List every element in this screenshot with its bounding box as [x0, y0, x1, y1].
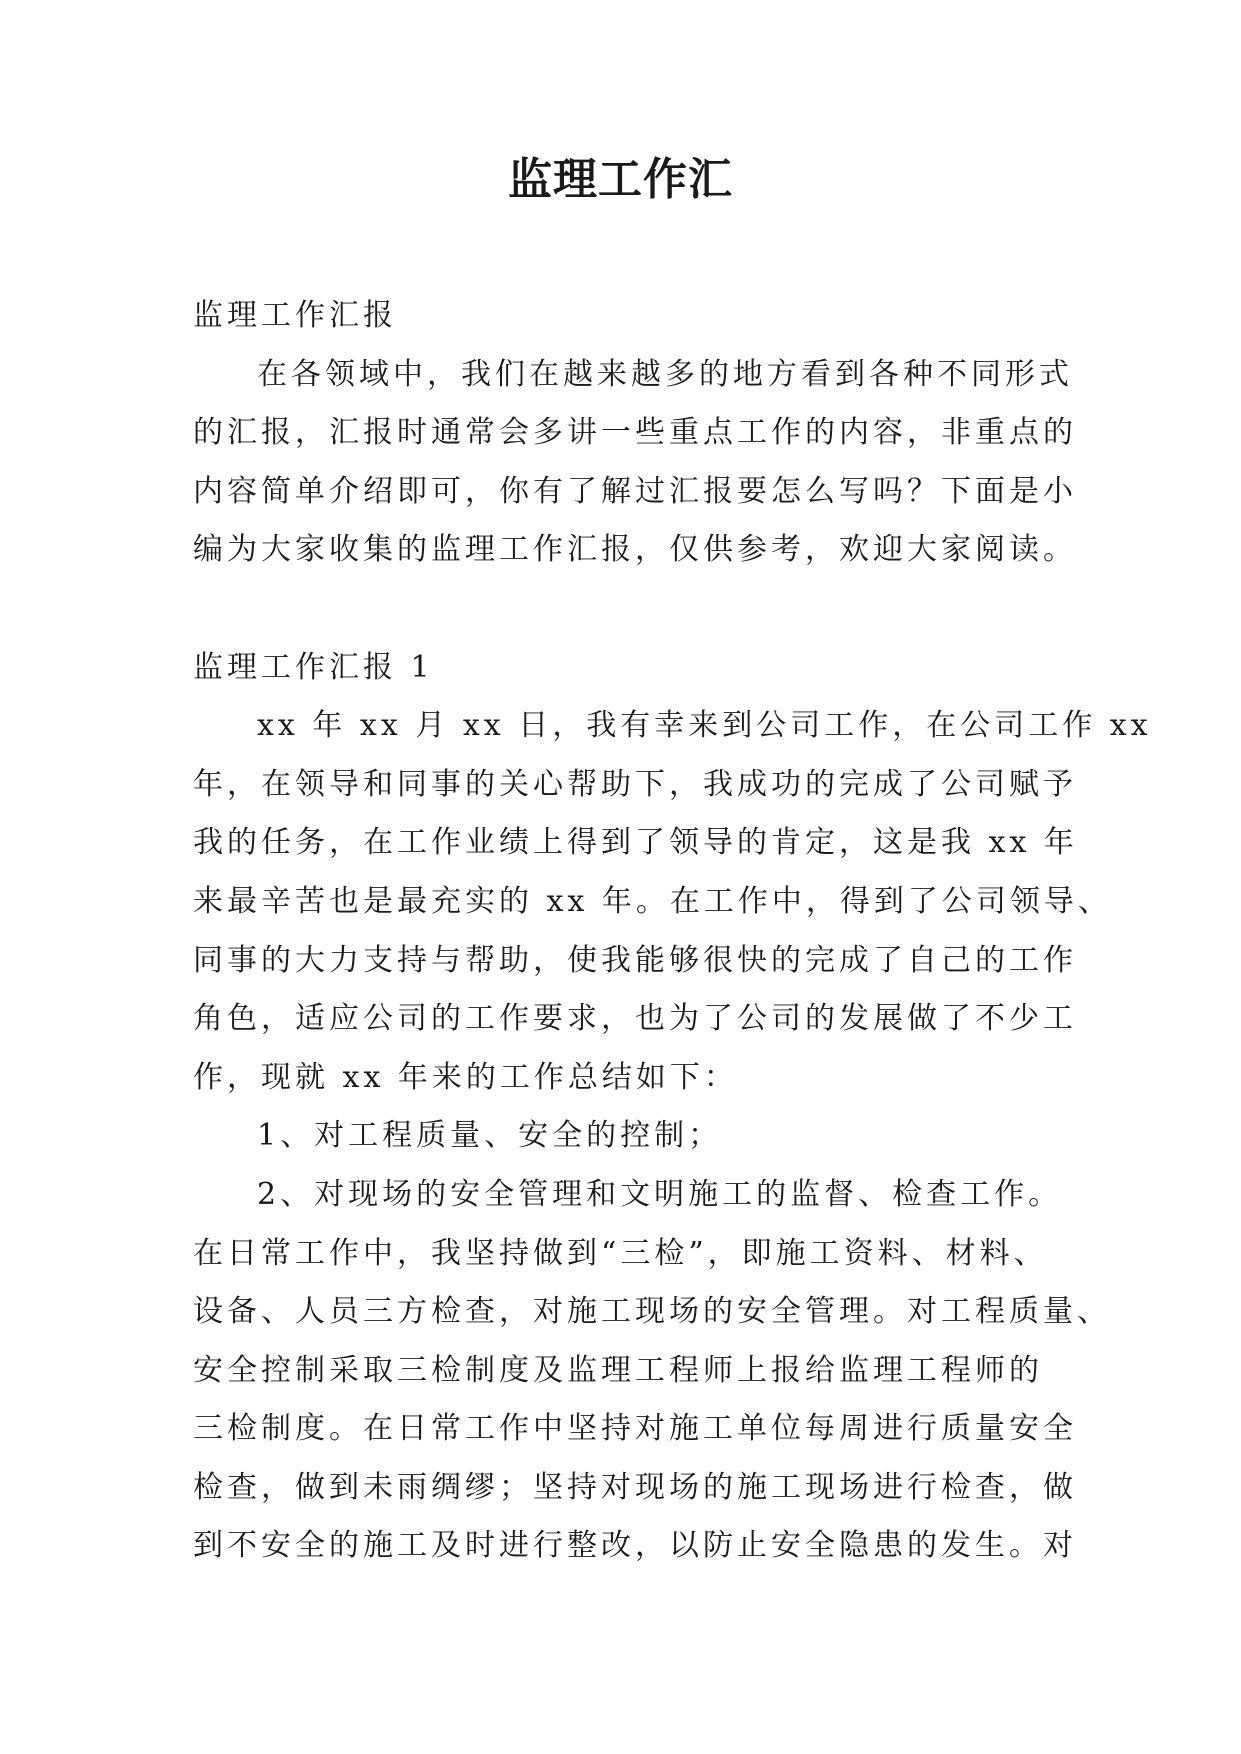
paragraph-line: xx 年 xx 月 xx 日，我有幸来到公司工作，在公司工作 xx — [257, 708, 1152, 744]
document-body — [193, 287, 1152, 1576]
paragraph-line: 三检制度。在日常工作中坚持对施工单位每周进行质量安全 — [193, 1411, 1077, 1447]
paragraph-line: 角色，适应公司的工作要求，也为了公司的发展做了不少工 — [193, 1001, 1077, 1037]
document-title: 监理工作汇 — [508, 154, 733, 205]
list-item: 1、对工程质量、安全的控制； — [257, 1118, 723, 1154]
paragraph-line: 年，在领导和同事的关心帮助下，我成功的完成了公司赋予 — [193, 766, 1077, 802]
paragraph-line: 到不安全的施工及时进行整改，以防止安全隐患的发生。对 — [193, 1528, 1077, 1564]
paragraph-line: 作，现就 xx 年来的工作总结如下： — [193, 1059, 738, 1095]
paragraph-line: 内容简单介绍即可，你有了解过汇报要怎么写吗？下面是小 — [193, 473, 1077, 509]
paragraph-line: 的汇报，汇报时通常会多讲一些重点工作的内容，非重点的 — [193, 415, 1077, 451]
list-item: 2、对现场的安全管理和文明施工的监督、检查工作。 — [257, 1176, 1063, 1212]
paragraph-line: 编为大家收集的监理工作汇报，仅供参考，欢迎大家阅读。 — [193, 532, 1077, 568]
paragraph-line: 来最辛苦也是最充实的 xx 年。在工作中，得到了公司领导、 — [193, 883, 1112, 919]
paragraph-line: 在日常工作中，我坚持做到“三检”，即施工资料、材料、 — [193, 1235, 1048, 1271]
paragraph-line: 安全控制采取三检制度及监理工程师上报给监理工程师的 — [193, 1352, 1043, 1388]
paragraph-line: 设备、人员三方检查，对施工现场的安全管理。对工程质量、 — [193, 1294, 1111, 1330]
paragraph-line: 在各领域中，我们在越来越多的地方看到各种不同形式 — [257, 356, 1073, 392]
section-heading: 监理工作汇报 — [193, 298, 397, 333]
section-heading: 监理工作汇报 1 — [193, 649, 434, 685]
paragraph-line: 检查，做到未雨绸缪；坚持对现场的施工现场进行检查，做 — [193, 1469, 1077, 1505]
paragraph-line: 同事的大力支持与帮助，使我能够很快的完成了自己的工作 — [193, 942, 1077, 978]
paragraph-gap — [193, 580, 1055, 639]
paragraph-line: 我的任务，在工作业绩上得到了领导的肯定，这是我 xx 年 — [193, 825, 1078, 861]
